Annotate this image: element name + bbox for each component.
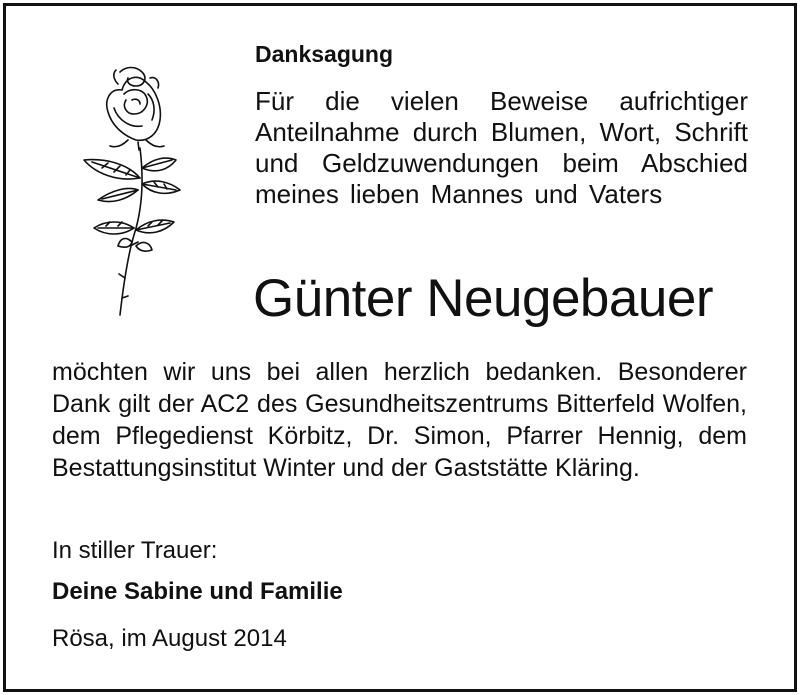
thanks-body: möchten wir uns bei allen herzlich bedanken. Besonderer Dank gilt der AC2 des Gesundheitszentrums Bitterfeld Wolfen, dem Pflegedienst Körbitz, Dr. Simon, Pfarrer Hennig, dem Bestattungsinstitut Winter und der Gaststätte Kläring.: [52, 358, 747, 482]
notice-heading: Danksagung: [255, 41, 394, 67]
grief-line: In stiller Trauer:: [52, 537, 218, 564]
deceased-name: Günter Neugebauer: [253, 269, 713, 328]
place-date: Rösa, im August 2014: [52, 625, 287, 652]
rose-icon: [62, 60, 192, 320]
intro-text: Für die vielen Beweise aufrichtiger Anteilnahme durch Blumen, Wort, Schrift und Geldzuwendungen beim Abschied meines lieben Mannes und Vaters: [255, 86, 748, 209]
family-signature: Deine Sabine und Familie: [52, 578, 343, 605]
